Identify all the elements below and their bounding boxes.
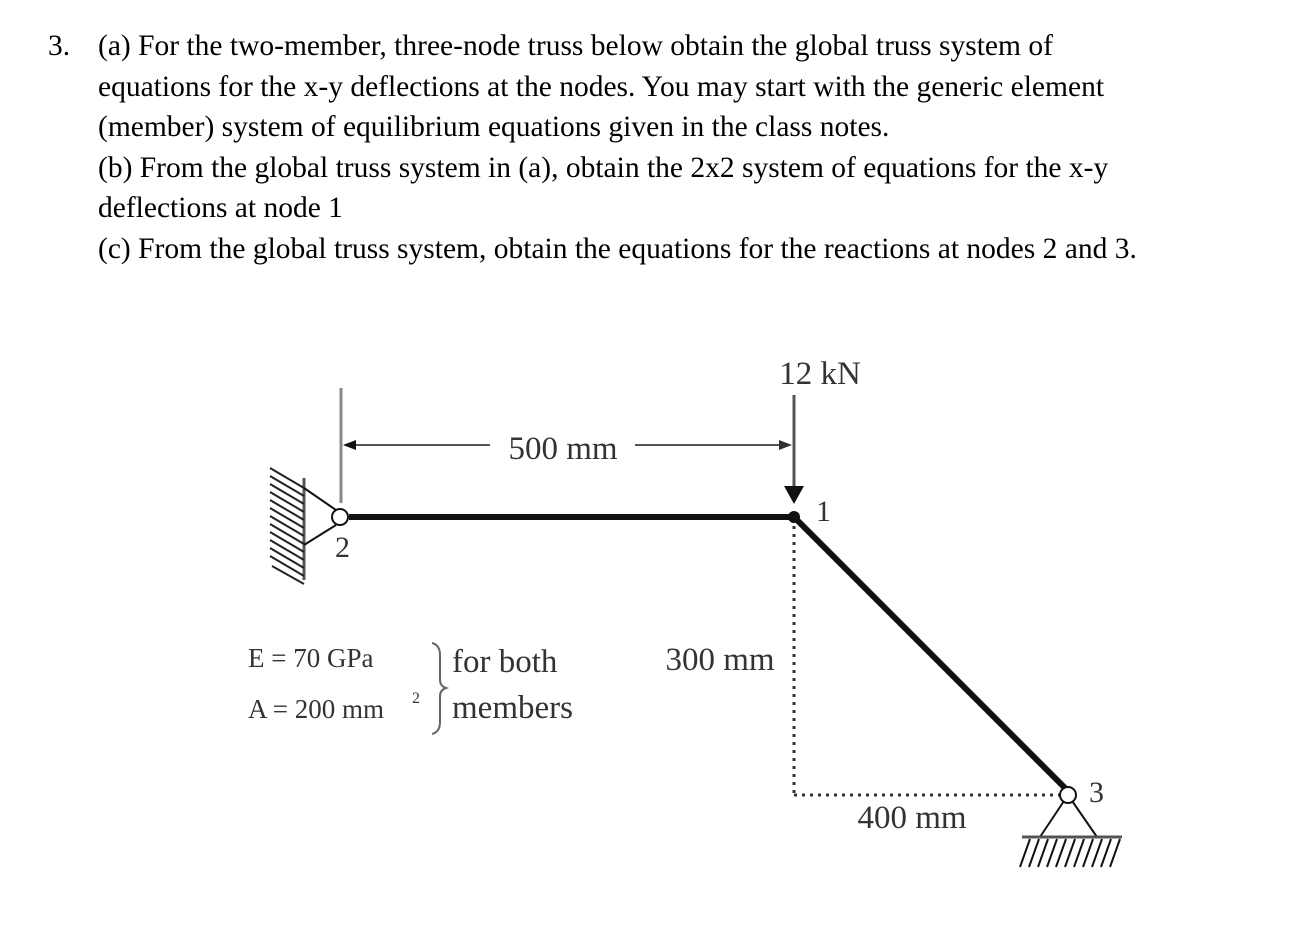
member-1-3 [794, 517, 1068, 791]
problem-line-b1: (b) From the global truss system in (a), obtain the 2x2 system of equations for the x-y [98, 151, 1109, 184]
load-label: 12 kN [779, 356, 861, 392]
problem-line-a3: (member) system of equilibrium equations given in the class notes. [98, 111, 890, 143]
area-label: A = 200 mm [248, 694, 384, 724]
bottom-dim-label: 400 mm [857, 800, 967, 836]
horizontal-dim-label: 500 mm [508, 431, 618, 467]
brace-icon [432, 643, 446, 734]
wall-support-icon [270, 468, 336, 584]
modulus-label: E = 70 GPa [248, 643, 374, 673]
node-3-label: 3 [1089, 776, 1104, 809]
area-superscript: 2 [412, 690, 420, 707]
problem-line-c1: (c) From the global truss system, obtain the equations for the reactions at nodes 2 and 3. [98, 232, 1137, 265]
node-1-label: 1 [816, 495, 831, 528]
node-2-label: 2 [335, 531, 350, 564]
pin-support-node-3-icon [1020, 787, 1122, 867]
problem-line-b2: deflections at node 1 [98, 192, 343, 224]
vertical-dim-label: 300 mm [665, 642, 775, 678]
note-line-2: members [452, 690, 573, 726]
load-arrow-head-icon [784, 486, 804, 504]
problem-number: 3. [48, 30, 71, 62]
problem-line-a1: (a) For the two-member, three-node truss below obtain the global truss system of [98, 30, 1053, 62]
note-line-1: for both [452, 644, 558, 680]
problem-line-a2: equations for the x-y deflections at the nodes. You may start with the generic element [98, 70, 1105, 103]
node-1-joint [788, 511, 800, 523]
node-2-pin-icon [332, 509, 348, 525]
